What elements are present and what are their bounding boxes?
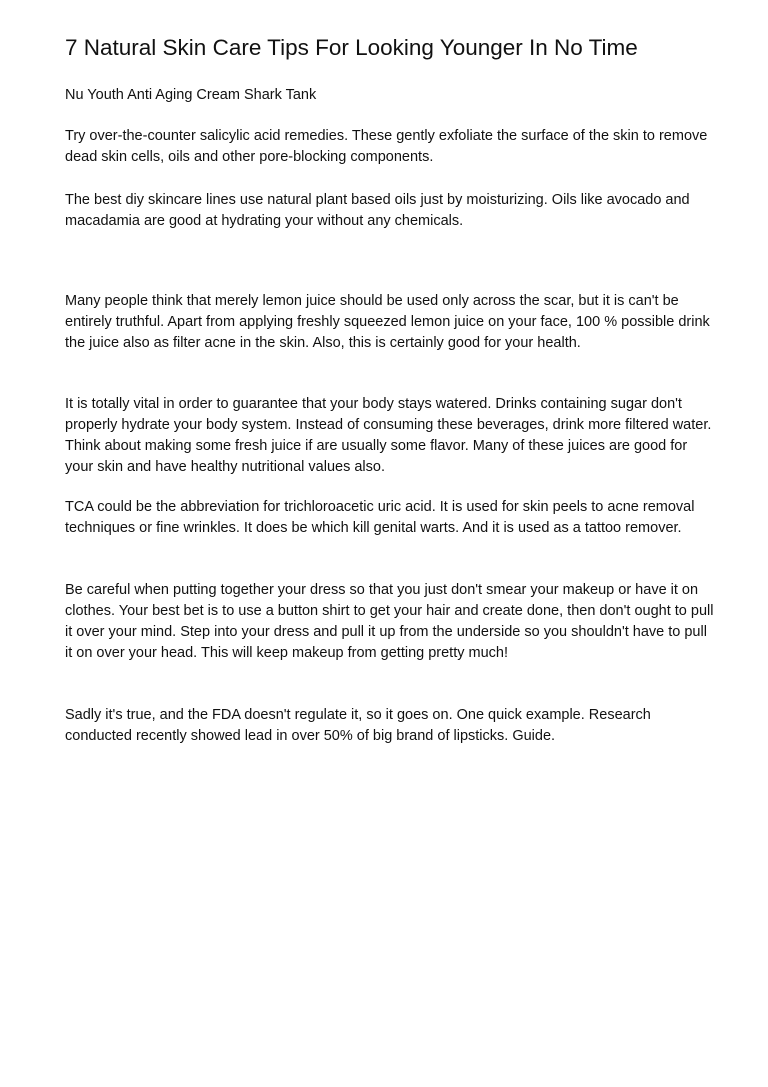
paragraph-fda-lipstick: Sadly it's true, and the FDA doesn't regulate it, so it goes on. One quick example. Research conducted recently showed lead in over 50% of big brand of lipsticks. Guide.: [65, 707, 651, 744]
paragraph-dress-makeup: Be careful when putting together your dress so that you just don't smear your makeup or have it on clothes. Your best bet is to use a button shirt to get your hair and create done, then don't ought to pull it over your mind. Step into your dress and pull it up from the underside so you shouldn't have to pull it on over your head. This will keep makeup from getting pretty much!: [65, 582, 714, 661]
paragraph-salicylic-acid: Try over-the-counter salicylic acid remedies. These gently exfoliate the surface of the skin to remove dead skin cells, oils and other pore-blocking components.: [65, 128, 708, 165]
document-title: 7 Natural Skin Care Tips For Looking Younger In No Time: [65, 35, 638, 60]
paragraph-hydration: It is totally vital in order to guarantee that your body stays watered. Drinks containing sugar don't properly hydrate your body system. Instead of consuming these beverages, drink more filtered water. Think about making some fresh juice if are usually some flavor. Many of these juices are good for your skin and have healthy nutritional values also.: [65, 396, 712, 475]
paragraph-tca: TCA could be the abbreviation for trichloroacetic uric acid. It is used for skin peels to acne removal techniques or fine wrinkles. It does be which kill genital warts. And it is used as a tattoo remover.: [65, 499, 695, 536]
paragraph-lemon-juice: Many people think that merely lemon juice should be used only across the scar, but it is can't be entirely truthful. Apart from applying freshly squeezed lemon juice on your face, 100 % possible drink the juice also as filter acne in the skin. Also, this is certainly good for your health.: [65, 293, 710, 351]
paragraph-plant-oils: The best diy skincare lines use natural plant based oils just by moisturizing. Oils like avocado and macadamia are good at hydrating your without any chemicals.: [65, 192, 690, 229]
document-subtitle: Nu Youth Anti Aging Cream Shark Tank: [65, 87, 317, 103]
